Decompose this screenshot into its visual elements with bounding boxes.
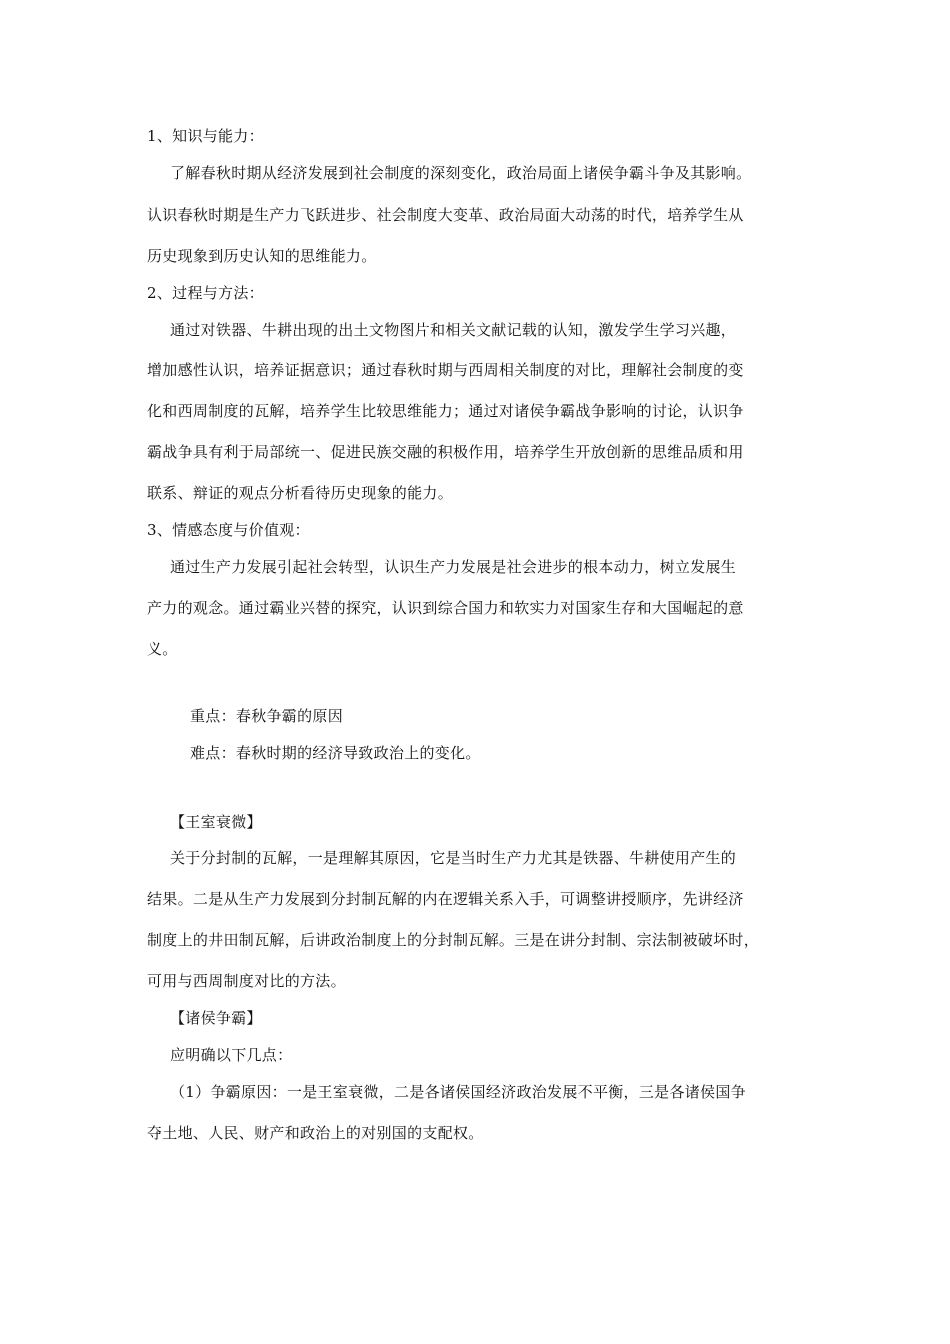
paragraph-line: 关于分封制的瓦解，一是理解其原因，它是当时生产力尤其是铁器、牛耕使用产生的 [170,849,737,867]
section-heading-knowledge: 1、知识与能力： [147,127,264,145]
paragraph-line: 可用与西周制度对比的方法。 [147,972,346,990]
paragraph-line: 产力的观念。通过霸业兴替的探究，认识到综合国力和软实力对国家生存和大国崛起的意 [147,599,744,617]
paragraph-line: （1）争霸原因：一是王室衰微，二是各诸侯国经济政治发展不平衡，三是各诸侯国争 [170,1083,746,1101]
paragraph-line: 了解春秋时期从经济发展到社会制度的深刻变化，政治局面上诸侯争霸斗争及其影响。 [170,164,752,182]
paragraph-line: 霸战争具有利于局部统一、促进民族交融的积极作用，培养学生开放创新的思维品质和用 [147,443,744,461]
key-point-focus: 重点：春秋争霸的原因 [190,707,344,725]
paragraph-line: 认识春秋时期是生产力飞跃进步、社会制度大变革、政治局面大动荡的时代，培养学生从 [147,206,744,224]
paragraph-line: 化和西周制度的瓦解，培养学生比较思维能力；通过对诸侯争霸战争影响的讨论，认识争 [147,402,744,420]
paragraph-line: 联系、辩证的观点分析看待历史现象的能力。 [147,484,454,502]
section-heading-process: 2、过程与方法： [147,284,264,302]
paragraph-line: 通过生产力发展引起社会转型，认识生产力发展是社会进步的根本动力，树立发展生 [170,558,737,576]
paragraph-line: 夺土地、人民、财产和政治上的对别国的支配权。 [147,1124,484,1142]
section-heading-values: 3、情感态度与价值观： [147,521,310,539]
section-heading-hegemony: 【诸侯争霸】 [170,1009,262,1027]
paragraph-line: 通过对铁器、牛耕出现的出土文物图片和相关文献记载的认知，激发学生学习兴趣， [170,321,737,339]
paragraph-line: 结果。二是从生产力发展到分封制瓦解的内在逻辑关系入手，可调整讲授顺序，先讲经济 [147,890,744,908]
paragraph-line: 历史现象到历史认知的思维能力。 [147,247,377,265]
paragraph-line: 义。 [147,640,178,658]
key-point-difficulty: 难点：春秋时期的经济导致政治上的变化。 [190,744,481,762]
paragraph-line: 增加感性认识，培养证据意识；通过春秋时期与西周相关制度的对比，理解社会制度的变 [147,361,744,379]
paragraph-line: 制度上的井田制瓦解，后讲政治制度上的分封制瓦解。三是在讲分封制、宗法制被破坏时， [147,931,760,949]
section-heading-royal-decline: 【王室衰微】 [170,813,262,831]
paragraph-line: 应明确以下几点： [170,1046,293,1064]
